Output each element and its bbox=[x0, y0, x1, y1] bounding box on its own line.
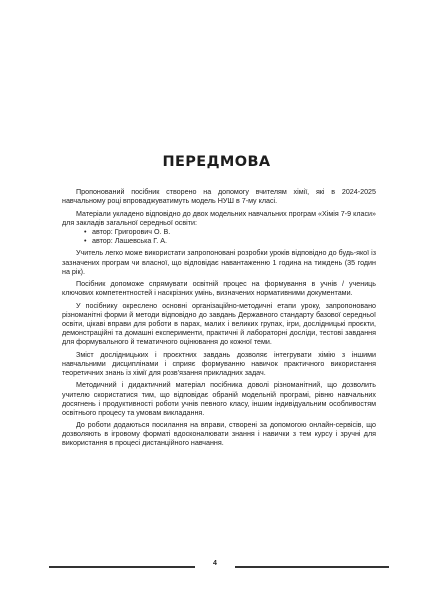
document-body bbox=[62, 188, 376, 452]
bullet-icon: • bbox=[84, 236, 87, 245]
author-2: автор: Лашевська Г. А. bbox=[92, 236, 168, 245]
paragraph-intro: Пропонований посібник створено на допомогу вчителям хімії, які в 2024-2025 навчальному році впроваджуватимуть модель НУШ в 7-му класі. bbox=[62, 188, 376, 206]
paragraph-usage: Учитель легко може використати запропоновані розробки уроків відповідно до будь-якої із зазначених програм чи власної, що відповідає навантаженню 1 година на тиждень (35 годин на рік). bbox=[62, 249, 376, 276]
bullet-icon: • bbox=[84, 227, 87, 236]
paragraph-competences: Посібник допоможе спрямувати освітній процес на формування в учнів / учениць ключових компетентностей і наскрізних умінь, визначених нормативними документами. bbox=[62, 280, 376, 298]
paragraph-materials: Методичний і дидактичний матеріал посібника доволі різноманітний, що дозволить учителю скористатися тим, що відповідає обраній модельній програмі, рівню навчальних досягнень і продуктивності роботи учнів певного класу, іншим індивідуальним особливостям освітнього процесу та умовам викладання. bbox=[62, 381, 376, 417]
footer-rule-left bbox=[49, 566, 195, 568]
author-list bbox=[62, 228, 376, 246]
page-number: 4 bbox=[213, 560, 217, 567]
paragraph-online: До роботи додаються посилання на вправи, створені за допомогою онлайн-сервісів, що дозволяють в ігровому форматі вдосконалювати знання і навички з тем курсу і зручні для використання в процесі дистанційного навчання. bbox=[62, 421, 376, 448]
page-footer bbox=[49, 560, 389, 570]
page-title: ПЕРЕДМОВА bbox=[162, 154, 271, 170]
list-item bbox=[62, 237, 376, 246]
author-1: автор: Григорович О. В. bbox=[92, 227, 171, 236]
paragraph-programs: Матеріали укладено відповідно до двох модельних навчальних програм «Хімія 7-9 класи» для закладів загальної середньої освіти: bbox=[62, 209, 376, 227]
paragraph-methods: У посібнику окреслено основні організаційно-методичні етапи уроку, запропоновано різноманітні форми й методи відповідно до завдань Державного стандарту базової середньої освіти, цікаві вправи для роботи в парах, малих і великих групах, ігри, дослідницькі проєкти, демонстраційні та домашні експерименти, практичні й лабораторні досліди, тестові завдання для формувального й тематичного оцінювання до кожної теми. bbox=[62, 301, 376, 347]
list-item bbox=[62, 228, 376, 237]
paragraph-integration: Зміст дослідницьких і проєктних завдань дозволяє інтегрувати хімію з іншими навчальними дисциплінами і сприяє формуванню навичок практичного використання теоретичних знань із хімії для розв'язання прикладних задач. bbox=[62, 350, 376, 377]
footer-rule-right bbox=[235, 566, 389, 568]
